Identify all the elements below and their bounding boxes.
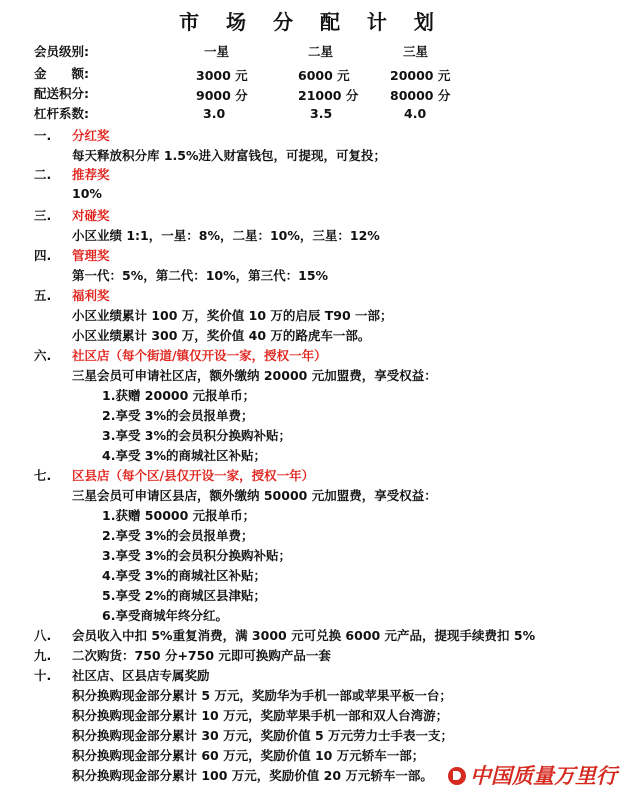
section-3-line: 小区业绩 1:1，一星：8%，二星：10%，三星：12%	[72, 228, 380, 243]
section-6-title: 社区店（每个街道/镇仅开设一家，授权一年）	[72, 348, 327, 363]
level-one-star: 一星	[204, 44, 230, 59]
section-7-item-3: 3.享受 3%的会员积分换购补贴；	[102, 548, 292, 563]
section-6-item-1: 1.获赠 20000 元报单币；	[102, 388, 256, 403]
amount-one-star: 3000 元	[196, 68, 248, 83]
leverage-three-star: 4.0	[404, 106, 427, 121]
section-10-line-4: 积分换购现金部分累计 60 万元，奖励价值 10 万元轿车一部；	[72, 748, 425, 763]
section-10-line-1: 积分换购现金部分累计 5 万元，奖励华为手机一部或苹果平板一台；	[72, 688, 452, 703]
amount-three-star: 20000 元	[390, 68, 451, 83]
section-4-number: 四.	[34, 248, 52, 263]
section-10-text: 社区店、区县店专属奖励	[72, 668, 210, 683]
section-7-item-2: 2.享受 3%的会员报单费；	[102, 528, 254, 543]
section-8-text: 会员收入中扣 5%重复消费，满 3000 元可兑换 6000 元产品，提现手续费扣 5%	[72, 628, 536, 643]
level-two-star: 二星	[308, 44, 334, 59]
section-7-item-4: 4.享受 3%的商城社区补贴；	[102, 568, 267, 583]
section-9-text: 二次购货：750 分+750 元即可换购产品一套	[72, 648, 331, 663]
section-10-line-5: 积分换购现金部分累计 100 万元，奖励价值 20 万元轿车一部。	[72, 768, 433, 783]
section-5-number: 五.	[34, 288, 52, 303]
section-6-item-4: 4.享受 3%的商城社区补贴；	[102, 448, 267, 463]
section-10-line-3: 积分换购现金部分累计 30 万元，奖励价值 5 万元劳力士手表一支；	[72, 728, 454, 743]
leverage-one-star: 3.0	[203, 106, 226, 121]
points-two-star: 21000 分	[298, 88, 359, 103]
section-3-number: 三.	[34, 208, 52, 223]
section-4-line: 第一代：5%，第二代：10%，第三代：15%	[72, 268, 329, 283]
section-5-line-2: 小区业绩累计 300 万，奖价值 40 万的路虎车一部。	[72, 328, 371, 343]
amount-label: 金 额:	[34, 66, 89, 81]
section-1-line: 每天释放积分库 1.5%进入财富钱包，可提现，可复投；	[72, 148, 387, 163]
amount-two-star: 6000 元	[298, 68, 350, 83]
section-7-title: 区县店（每个区/县仅开设一家，授权一年）	[72, 468, 315, 483]
level-header-label: 会员级别:	[34, 44, 89, 59]
leverage-label: 杠杆系数:	[34, 106, 89, 121]
section-10-number: 十.	[34, 668, 52, 683]
section-6-item-3: 3.享受 3%的会员积分换购补贴；	[102, 428, 292, 443]
watermark-text: 中国质量万里行	[470, 763, 617, 788]
section-6-number: 六.	[34, 348, 52, 363]
section-6-item-2: 2.享受 3%的会员报单费；	[102, 408, 254, 423]
section-3-title: 对碰奖	[72, 208, 110, 223]
points-three-star: 80000 分	[390, 88, 451, 103]
level-three-star: 三星	[403, 44, 429, 59]
section-2-number: 二.	[34, 167, 52, 182]
points-label: 配送积分:	[34, 86, 89, 101]
section-5-line-1: 小区业绩累计 100 万，奖价值 10 万的启辰 T90 一部；	[72, 308, 393, 323]
section-7-number: 七.	[34, 468, 52, 483]
section-2-line: 10%	[72, 186, 102, 201]
section-1-title: 分红奖	[72, 128, 110, 143]
section-10-line-2: 积分换购现金部分累计 10 万元，奖励苹果手机一部和双人台湾游；	[72, 708, 449, 723]
watermark	[448, 760, 617, 790]
watermark-logo-icon	[448, 767, 466, 785]
section-9-number: 九.	[34, 648, 52, 663]
points-one-star: 9000 分	[196, 88, 248, 103]
section-1-number: 一.	[34, 128, 52, 143]
section-4-title: 管理奖	[72, 248, 110, 263]
section-8-number: 八.	[34, 628, 52, 643]
section-7-item-6: 6.享受商城年终分红。	[102, 608, 228, 623]
section-5-title: 福利奖	[72, 288, 110, 303]
section-7-item-1: 1.获赠 50000 元报单币；	[102, 508, 256, 523]
page-title: 市 场 分 配 计 划	[179, 10, 444, 34]
leverage-two-star: 3.5	[310, 106, 333, 121]
section-7-item-5: 5.享受 2%的商城区县津贴；	[102, 588, 267, 603]
section-6-intro: 三星会员可申请社区店，额外缴纳 20000 元加盟费，享受权益：	[72, 368, 437, 383]
section-2-title: 推荐奖	[72, 167, 110, 182]
section-7-intro: 三星会员可申请区县店，额外缴纳 50000 元加盟费，享受权益：	[72, 488, 437, 503]
